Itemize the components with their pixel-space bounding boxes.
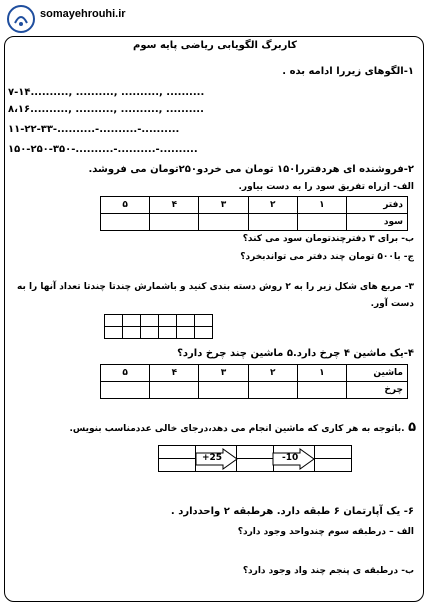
- table-cell: ۲: [248, 365, 297, 382]
- table-cell: ۳: [199, 197, 248, 214]
- grid-square: [123, 327, 141, 339]
- q2-part-b: ب- برای ۳ دفترچندتومان سود می کند؟: [242, 234, 414, 244]
- worksheet-title: کاربرگ الگویابی ریاضی پایه سوم: [133, 40, 297, 51]
- site-logo-icon: [6, 4, 36, 34]
- table-cell: سود: [347, 214, 408, 231]
- table-cell: دفتر: [347, 197, 408, 214]
- table-cell[interactable]: [248, 214, 297, 231]
- table-row: [101, 214, 408, 231]
- table-cell: ماشین: [347, 365, 408, 382]
- table-row: [101, 365, 408, 382]
- q2-table: [100, 196, 408, 231]
- table-cell: ۱: [297, 197, 346, 214]
- q4-table: [100, 364, 408, 399]
- table-cell: ۵: [101, 365, 150, 382]
- table-cell[interactable]: [248, 382, 297, 399]
- grid-square: [159, 327, 177, 339]
- table-cell[interactable]: [150, 214, 199, 231]
- blank-cell[interactable]: [315, 459, 352, 472]
- q2-part-a: الف- ازراه تفریق سود را به دست بیاور.: [238, 182, 414, 192]
- q5-op-1: +25: [202, 453, 223, 463]
- table-cell: چرخ: [347, 382, 408, 399]
- grid-square: [141, 315, 159, 327]
- table-cell[interactable]: [297, 382, 346, 399]
- grid-square: [195, 327, 213, 339]
- q3-line-2: دست آور.: [370, 299, 414, 309]
- table-cell: ۵: [101, 197, 150, 214]
- q5-function-machine: [158, 445, 352, 472]
- table-cell[interactable]: [199, 214, 248, 231]
- table-cell[interactable]: [150, 382, 199, 399]
- blank-cell[interactable]: [237, 459, 274, 472]
- q2-text: ۲-فروشنده ای هردفتررا۱۵۰ تومان می خردو۲۵۰تومان می فروشد.: [88, 164, 414, 175]
- grid-square: [177, 327, 195, 339]
- table-cell: ۳: [199, 365, 248, 382]
- table-row: [159, 459, 352, 472]
- table-cell[interactable]: [101, 382, 150, 399]
- table-row: [105, 327, 213, 339]
- grid-square: [159, 315, 177, 327]
- q1-pattern-1: ۷-۱۴.........., .........., .........., ..........: [8, 87, 205, 98]
- q2-part-c: ج- با۵۰۰ تومان چند دفتر می تواندبخرد؟: [240, 252, 414, 262]
- q1-pattern-3: ۱۱-۲۲-۳۳-..........-..........-..........: [8, 124, 180, 135]
- q3-line-1: ۳- مربع های شکل زیر را به ۲ روش دسته بندی کنید و باشمارش چندتا چندتا تعداد آنها را به: [16, 282, 414, 292]
- blank-cell[interactable]: [315, 446, 352, 459]
- blank-cell[interactable]: [159, 459, 196, 472]
- q6-part-a: الف – درطبقه سوم چندواحد وجود دارد؟: [237, 527, 414, 537]
- q5-text: .باتوجه به هر کاری که ماشین انجام می دهد،درجای خالی عددمناسب بنویس.: [69, 424, 405, 434]
- table-cell: ۱: [297, 365, 346, 382]
- table-row: [105, 315, 213, 327]
- table-cell[interactable]: [297, 214, 346, 231]
- q1-text: ۱-الگوهای زیررا ادامه بده .: [282, 66, 414, 77]
- table-cell[interactable]: [199, 382, 248, 399]
- grid-square: [195, 315, 213, 327]
- table-row: [101, 197, 408, 214]
- blank-cell[interactable]: [159, 446, 196, 459]
- q4-text: ۴-یک ماشین ۴ چرخ دارد.۵ ماشین چند چرخ دارد؟: [177, 348, 414, 359]
- grid-square: [105, 315, 123, 327]
- table-cell: ۴: [150, 365, 199, 382]
- table-cell[interactable]: [101, 214, 150, 231]
- site-url[interactable]: somayehrouhi.ir: [40, 8, 126, 20]
- q5-op-2: -10: [282, 453, 299, 463]
- grid-square: [105, 327, 123, 339]
- grid-square: [177, 315, 195, 327]
- q6-text: ۶- یک آپارتمان ۶ طبقه دارد. هرطبقه ۲ واحددارد .: [170, 506, 414, 517]
- q5-text-row: [69, 420, 416, 435]
- q5-number: ۵: [408, 420, 416, 435]
- table-row: [101, 382, 408, 399]
- worksheet-frame: [4, 36, 424, 602]
- q1-pattern-2: ۸،۱۶.........., .........., .........., ..........: [8, 104, 204, 115]
- table-row: [159, 446, 352, 459]
- table-cell: ۲: [248, 197, 297, 214]
- grid-square: [141, 327, 159, 339]
- q6-part-b: ب- درطبقه ی پنجم چند واد وجود دارد؟: [242, 566, 414, 576]
- grid-square: [123, 315, 141, 327]
- q3-squares-grid: [104, 314, 213, 339]
- table-cell: ۴: [150, 197, 199, 214]
- q1-pattern-4: ۱۵۰-۲۵۰-۳۵۰-..........-..........-..........: [8, 144, 198, 155]
- blank-cell[interactable]: [237, 446, 274, 459]
